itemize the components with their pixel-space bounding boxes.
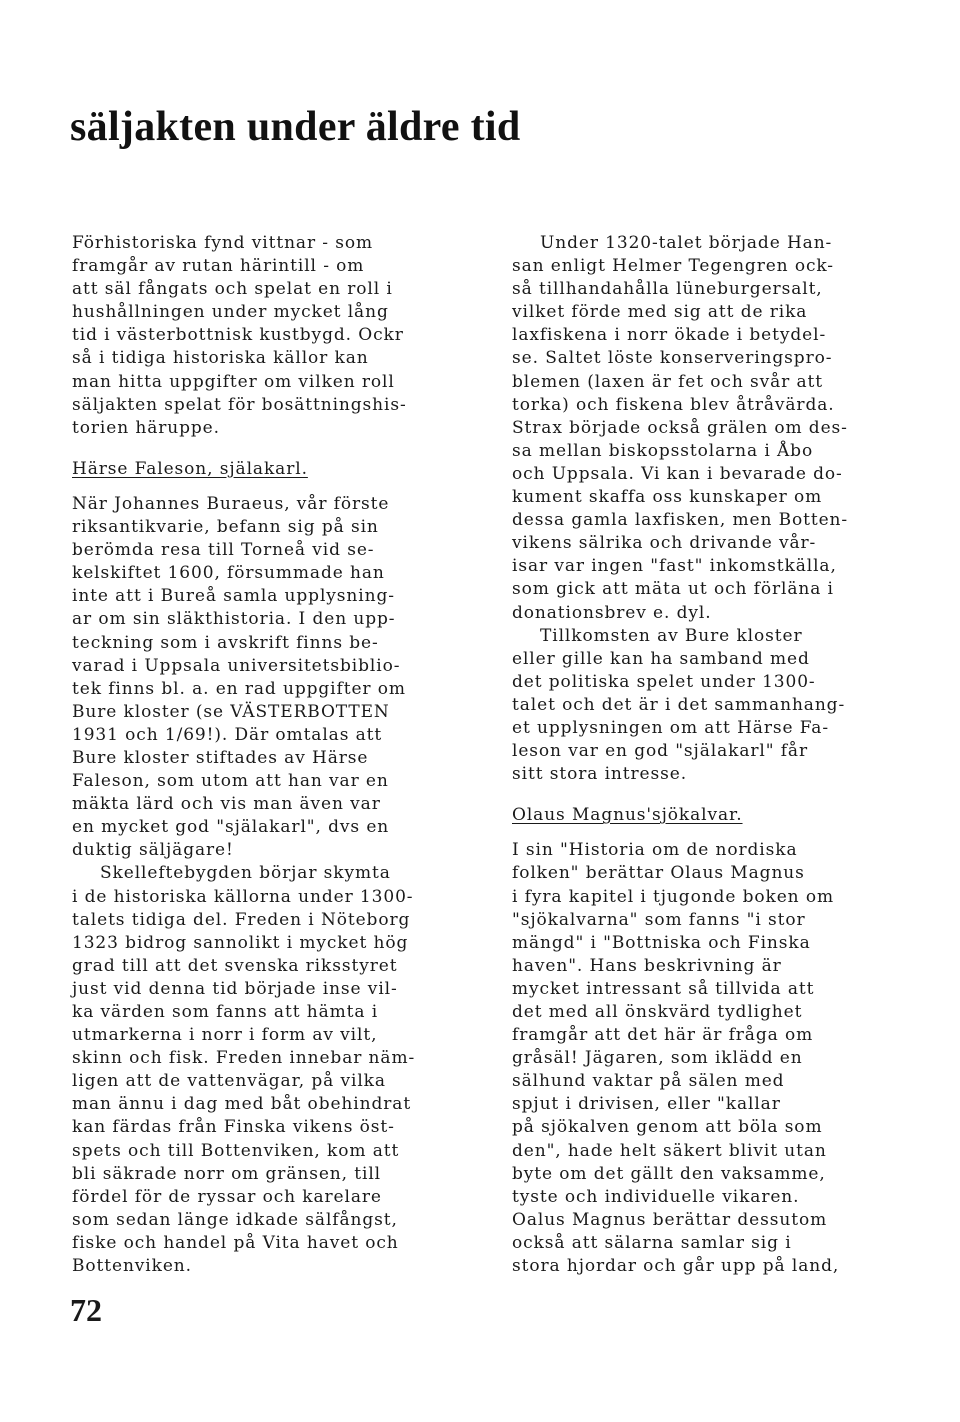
text-line: Bure kloster (se VÄSTERBOTTEN bbox=[72, 701, 390, 722]
text-line: vikens sälrika och drivande vår- bbox=[512, 533, 817, 554]
text-line: berömda resa till Torneå vid se- bbox=[72, 540, 375, 561]
text-line: ligen att de vattenvägar, på vilka bbox=[72, 1071, 386, 1092]
text-line: Strax började också grälen om des- bbox=[512, 417, 848, 438]
text-line: kan färdas från Finska vikens öst- bbox=[72, 1117, 395, 1138]
text-line: spets och till Bottenviken, kom att bbox=[72, 1140, 400, 1161]
text-line: mängd" i "Bottniska och Finska bbox=[512, 932, 811, 953]
text-line: i de historiska källorna under 1300- bbox=[72, 886, 414, 907]
text-line: utmarkerna i norr i form av vilt, bbox=[72, 1025, 378, 1046]
paragraph-bure-kloster bbox=[512, 625, 912, 787]
text-line: torka) och fiskena blev åtråvärda. bbox=[512, 394, 835, 415]
text-line: sa mellan biskopsstolarna i Åbo bbox=[512, 440, 814, 461]
text-line: När Johannes Buraeus, vår förste bbox=[72, 493, 390, 514]
text-line: så i tidiga historiska källor kan bbox=[72, 348, 369, 369]
text-line: dessa gamla laxfisken, men Botten- bbox=[512, 510, 849, 531]
text-line: som sedan länge idkade sälfångst, bbox=[72, 1209, 398, 1230]
text-line: tid i västerbottnisk kustbygd. Ockr bbox=[72, 325, 404, 346]
text-line: san enligt Helmer Tegengren ock- bbox=[512, 256, 834, 277]
paragraph-buraeus bbox=[72, 493, 492, 863]
text-line: Förhistoriska fynd vittnar - som bbox=[72, 233, 374, 253]
text-line: stora hjordar och går upp på land, bbox=[512, 1256, 840, 1277]
text-line: bli säkrade norr om gränsen, till bbox=[72, 1163, 382, 1184]
text-line: torien häruppe. bbox=[72, 417, 220, 438]
text-line: mycket intressant så tillvida att bbox=[512, 978, 815, 999]
page-number: 72 bbox=[70, 1292, 102, 1328]
text-line: tyste och individuelle vikaren. bbox=[512, 1186, 800, 1207]
left-column bbox=[72, 232, 492, 1278]
text-line: den", hade helt säkert blivit utan bbox=[512, 1140, 827, 1161]
text-line: skinn och fisk. Freden innebar näm- bbox=[72, 1048, 416, 1069]
intro-paragraph bbox=[72, 232, 492, 440]
text-line: också att sälarna samlar sig i bbox=[512, 1232, 792, 1253]
text-line: det politiska spelet under 1300- bbox=[512, 671, 816, 692]
text-line: se. Saltet löste konserveringspro- bbox=[512, 348, 833, 369]
text-line: Tillkomsten av Bure kloster bbox=[540, 625, 803, 646]
text-line: Oalus Magnus berättar dessutom bbox=[512, 1209, 828, 1230]
text-line: framgår att det här är fråga om bbox=[512, 1025, 814, 1046]
text-line: isar var ingen "fast" inkomstkälla, bbox=[512, 556, 837, 577]
text-line: och Uppsala. Vi kan i bevarade do- bbox=[512, 463, 843, 484]
text-line: som gick att mäta ut och förläna i bbox=[512, 579, 834, 600]
text-line: ka värden som fanns att hämta i bbox=[72, 1002, 379, 1022]
text-line: i fyra kapitel i tjugonde boken om bbox=[512, 886, 834, 907]
text-line: på sjökalven genom att böla som bbox=[512, 1117, 823, 1138]
text-line: riksantikvarie, befann sig på sin bbox=[72, 517, 379, 538]
page-title: säljakten under äldre tid bbox=[70, 104, 521, 150]
text-line: talets tidiga del. Freden i Nöteborg bbox=[72, 909, 411, 930]
text-line: spjut i drivisen, eller "kallar bbox=[512, 1094, 781, 1115]
text-line: eller gille kan ha samband med bbox=[512, 648, 810, 669]
text-line: duktig säljägare! bbox=[72, 840, 234, 861]
text-line: mäkta lärd och vis man även var bbox=[72, 794, 381, 815]
text-line: talet och det är i det sammanhang- bbox=[512, 694, 846, 715]
text-line: kument skaffa oss kunskaper om bbox=[512, 487, 823, 508]
text-line: fördel för de ryssar och karelare bbox=[72, 1186, 382, 1207]
text-line: tek finns bl. a. en rad uppgifter om bbox=[72, 678, 406, 699]
text-line: teckning som i avskrift finns be- bbox=[72, 632, 379, 653]
text-line: ar om sin släkthistoria. I den upp- bbox=[72, 609, 396, 630]
text-line: att säl fångats och spelat en roll i bbox=[72, 279, 393, 300]
text-line: haven". Hans beskrivning är bbox=[512, 955, 782, 976]
text-line: 1323 bidrog sannolikt i mycket hög bbox=[72, 932, 409, 953]
text-line: vilket förde med sig att de rika bbox=[512, 302, 808, 323]
text-line: sitt stora intresse. bbox=[512, 764, 688, 785]
text-line: leson var en god "själakarl" får bbox=[512, 741, 808, 762]
text-line: just vid denna tid började inse vil- bbox=[72, 978, 398, 999]
text-line: sälhund vaktar på sälen med bbox=[512, 1071, 785, 1092]
text-line: byte om det gällt den vaksamme, bbox=[512, 1163, 826, 1184]
paragraph-skelleftebygden bbox=[72, 862, 492, 1278]
text-line: "sjökalvarna" som fanns "i stor bbox=[512, 909, 806, 930]
text-line: Under 1320-talet började Han- bbox=[540, 233, 833, 253]
section-heading-olaus-magnus: Olaus Magnus'sjökalvar. bbox=[512, 805, 743, 826]
right-column bbox=[512, 232, 912, 1278]
text-line: grad till att det svenska riksstyret bbox=[72, 955, 398, 976]
text-line: Faleson, som utom att han var en bbox=[72, 771, 389, 792]
text-line: et upplysningen om att Härse Fa- bbox=[512, 717, 829, 738]
text-line: det med all önskvärd tydlighet bbox=[512, 1002, 803, 1022]
text-line: Bure kloster stiftades av Härse bbox=[72, 747, 369, 768]
text-line: man ännu i dag med båt obehindrat bbox=[72, 1094, 412, 1115]
text-line: folken" berättar Olaus Magnus bbox=[512, 863, 805, 884]
text-line: 1931 och 1/69!). Där omtalas att bbox=[72, 724, 383, 745]
text-line: säljakten spelat för bosättningshis- bbox=[72, 394, 407, 415]
text-line: gråsäl! Jägaren, som iklädd en bbox=[512, 1048, 803, 1069]
text-line: hushållningen under mycket lång bbox=[72, 302, 389, 323]
text-line: blemen (laxen är fet och svår att bbox=[512, 371, 823, 392]
paragraph-olaus-magnus bbox=[512, 839, 912, 1278]
text-line: Bottenviken. bbox=[72, 1256, 192, 1277]
text-line: man hitta uppgifter om vilken roll bbox=[72, 371, 395, 392]
text-line: I sin "Historia om de nordiska bbox=[512, 840, 798, 861]
paragraph-hansan bbox=[512, 232, 912, 625]
text-line: varad i Uppsala universitetsbiblio- bbox=[72, 655, 401, 676]
text-line: Skelleftebygden börjar skymta bbox=[100, 863, 391, 884]
text-line: så tillhandahålla lüneburgersalt, bbox=[512, 279, 823, 300]
section-heading-harse-faleson: Härse Faleson, själakarl. bbox=[72, 458, 308, 479]
text-line: laxfiskena i norr ökade i betydel- bbox=[512, 325, 827, 346]
text-line: framgår av rutan härintill - om bbox=[72, 256, 365, 277]
text-line: fiske och handel på Vita havet och bbox=[72, 1232, 399, 1253]
text-line: kelskiftet 1600, försummade han bbox=[72, 563, 385, 584]
text-line: inte att i Bureå samla upplysning- bbox=[72, 586, 395, 607]
text-line: donationsbrev e. dyl. bbox=[512, 602, 712, 623]
text-line: en mycket god "själakarl", dvs en bbox=[72, 817, 390, 838]
